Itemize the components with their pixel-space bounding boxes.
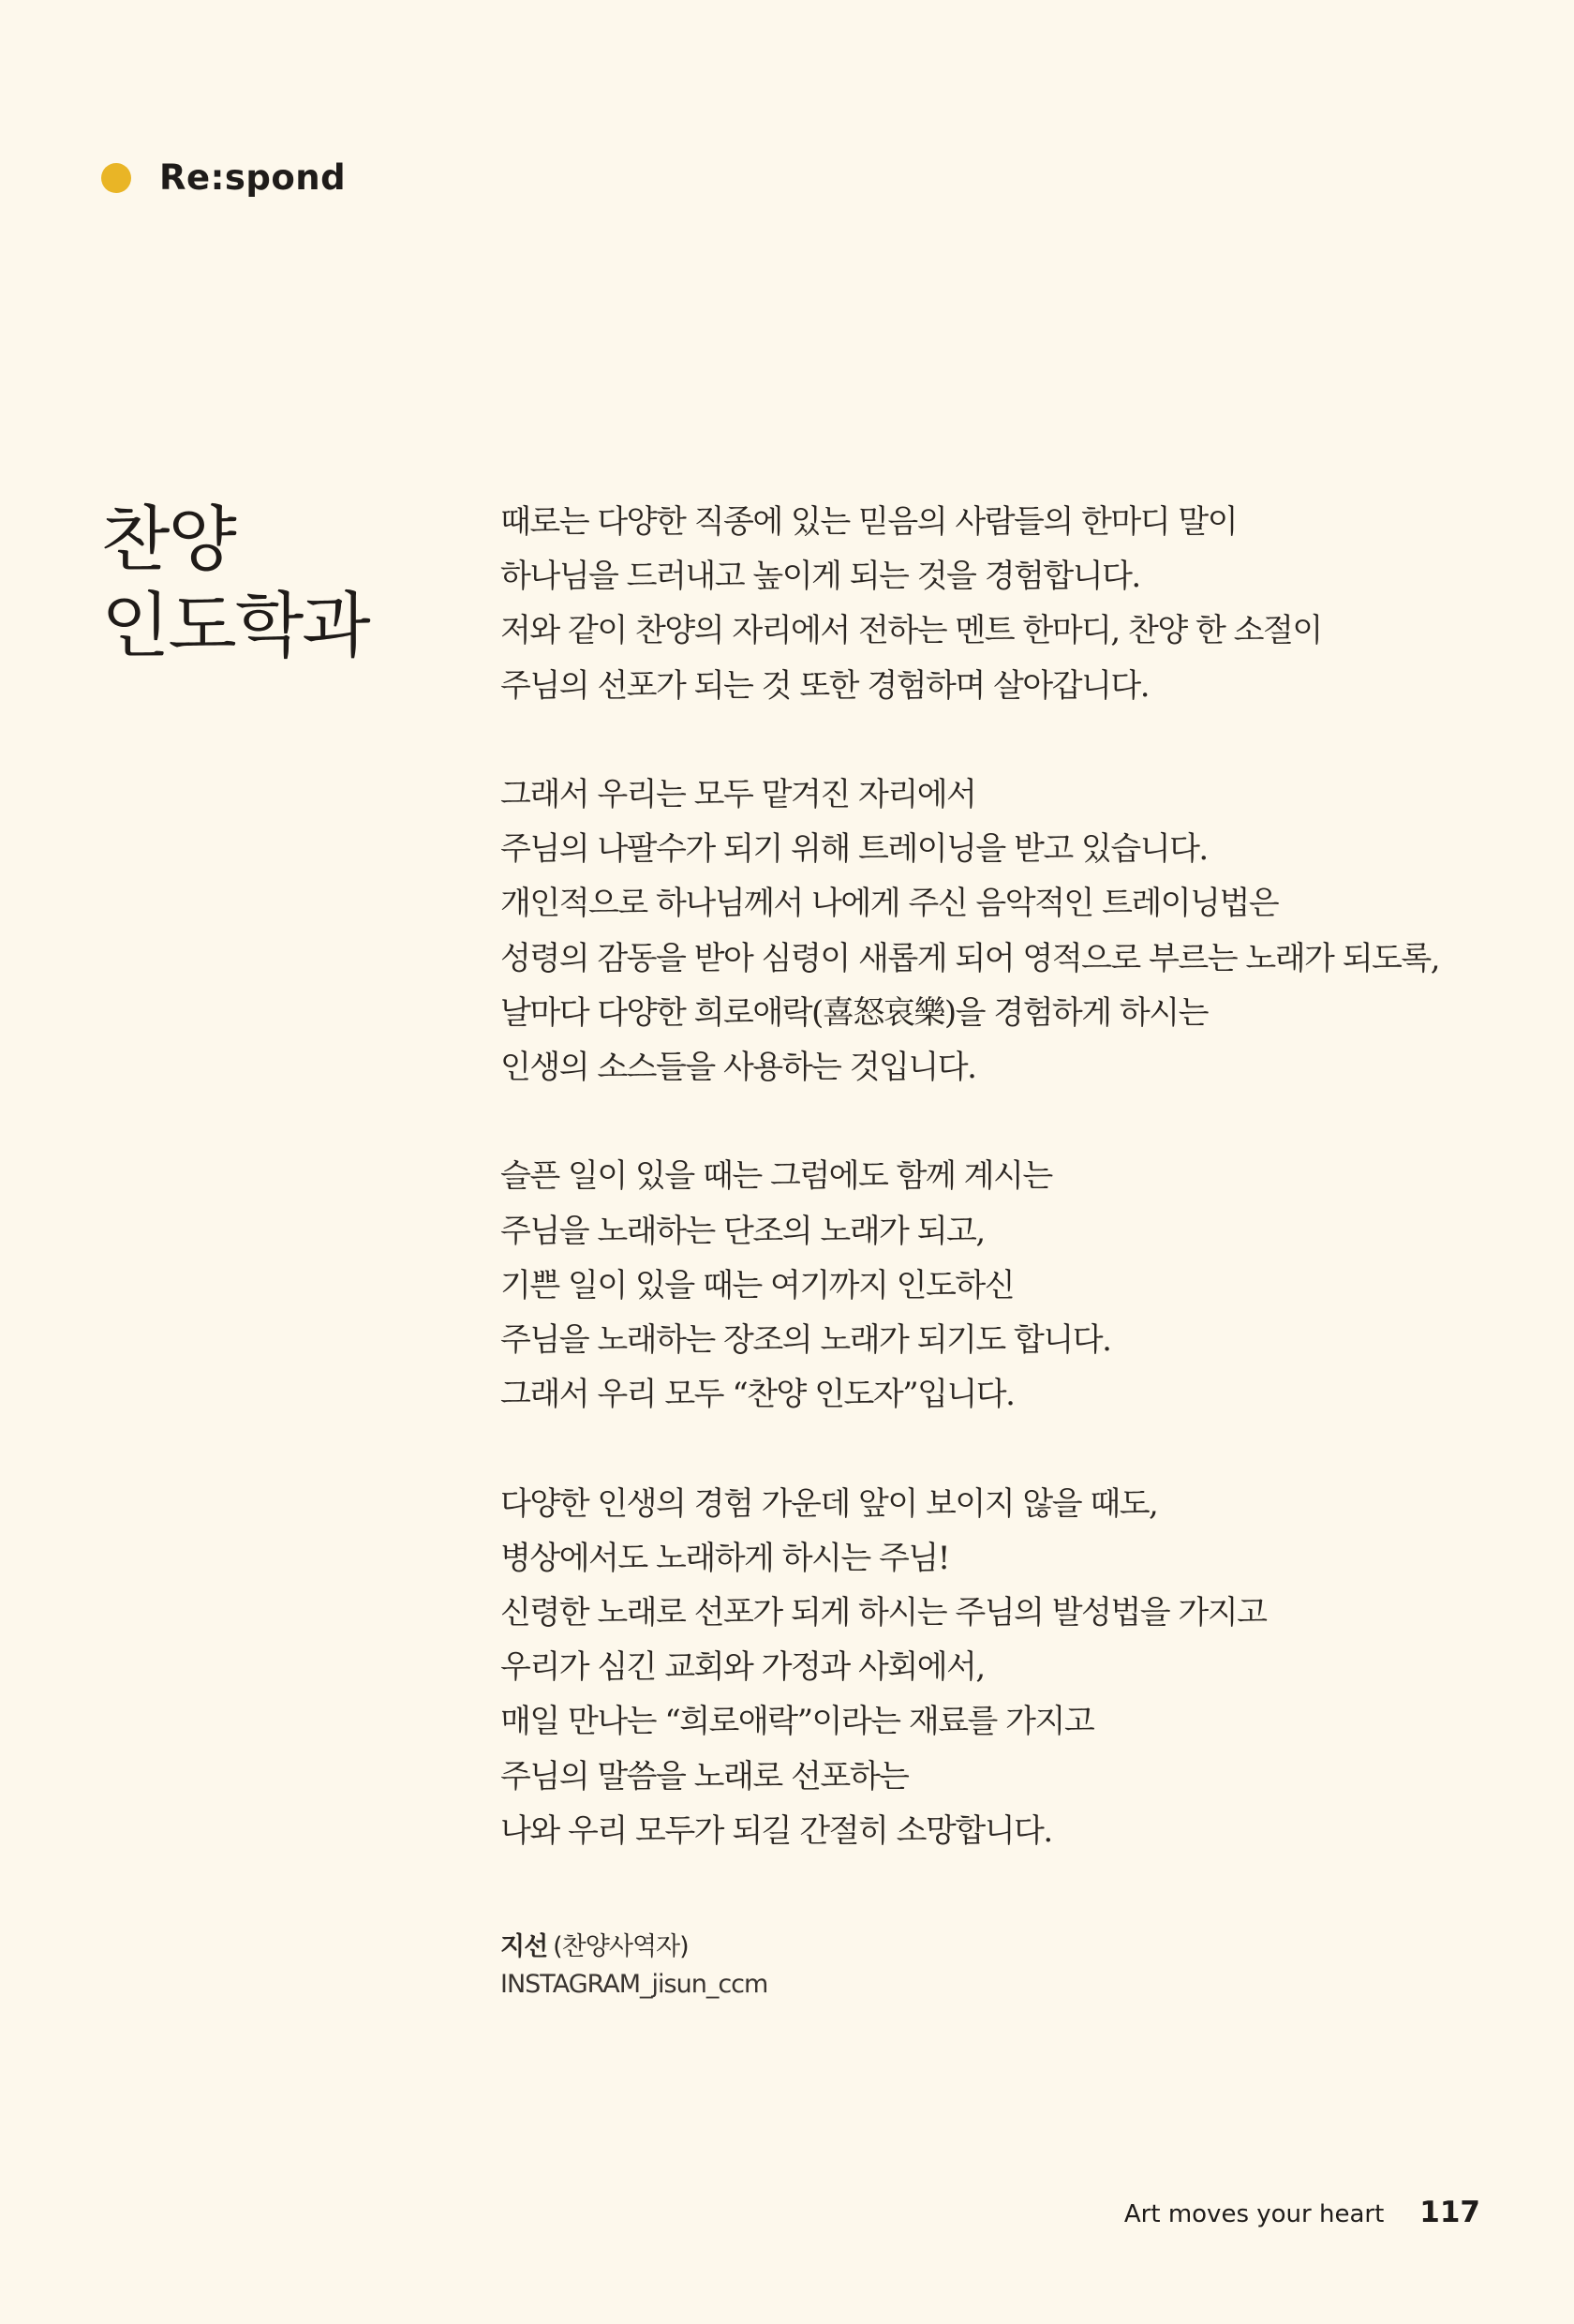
body-line: 주님의 말씀을 노래로 선포하는 [500,1757,909,1795]
footer-tagline: Art moves your heart [1123,2200,1385,2228]
yellow-dot-icon [101,163,131,193]
paragraph [500,1149,1493,1422]
body-line: 성령의 감동을 받아 심령이 새롭게 되어 영적으로 부르는 노래가 되도록, [500,939,1440,977]
body-line: 날마다 다양한 희로애락(喜怒哀樂)을 경험하게 하시는 [500,993,1208,1032]
page-footer [1124,2196,1480,2229]
body-line: 매일 만나는 “희로애락”이라는 재료를 가지고 [500,1703,1094,1741]
body-line: 다양한 인생의 경험 가운데 앞이 보이지 않을 때도, [500,1484,1158,1523]
body-line: 병상에서도 노래하게 하시는 주님! [500,1539,949,1577]
body-line: 우리가 심긴 교회와 가정과 사회에서, [500,1648,985,1687]
title-line-2: 인도학과 [101,584,369,667]
body-line: 그래서 우리 모두 “찬양 인도자”입니다. [500,1376,1015,1414]
body-line: 개인적으로 하나님께서 나에게 주신 음악적인 트레이닝법은 [500,885,1279,923]
article-title [101,497,401,669]
body-line: 주님을 노래하는 단조의 노래가 되고, [500,1212,985,1250]
title-line-1: 찬양 [101,498,235,581]
author-instagram: INSTAGRAM_jisun_ccm [500,1970,768,1999]
body-line: 때로는 다양한 직종에 있는 믿음의 사람들의 한마디 말이 [500,503,1238,541]
author-name: 지선 [500,1932,548,1961]
paragraph [500,495,1493,713]
body-line: 주님의 나팔수가 되기 위해 트레이닝을 받고 있습니다. [500,830,1208,869]
paragraph [500,1477,1493,1858]
body-line: 저와 같이 찬양의 자리에서 전하는 멘트 한마디, 찬양 한 소절이 [500,612,1322,650]
body-line: 나와 우리 모두가 되길 간절히 소망합니다. [500,1811,1052,1850]
section-header [101,157,346,198]
author-credit [500,1929,767,2004]
body-line: 주님을 노래하는 장조의 노래가 되기도 합니다. [500,1321,1111,1360]
body-line: 기쁜 일이 있을 때는 여기까지 인도하신 [500,1266,1015,1304]
article-body [500,495,1493,1913]
section-label: Re:spond [159,157,347,198]
body-line: 인생의 소스들을 사용하는 것입니다. [500,1049,976,1087]
body-line: 하나님을 드러내고 높이게 되는 것을 경험합니다. [500,558,1140,596]
body-line: 그래서 우리는 모두 맡겨진 자리에서 [500,776,976,813]
page-number: 117 [1419,2196,1480,2229]
body-line: 슬픈 일이 있을 때는 그럼에도 함께 계시는 [500,1157,1052,1196]
body-line: 신령한 노래로 선포가 되게 하시는 주님의 발성법을 가지고 [500,1594,1267,1632]
paragraph [500,767,1493,1095]
body-line: 주님의 선포가 되는 것 또한 경험하며 살아갑니다. [500,666,1150,705]
author-role: (찬양사역자) [553,1932,689,1961]
